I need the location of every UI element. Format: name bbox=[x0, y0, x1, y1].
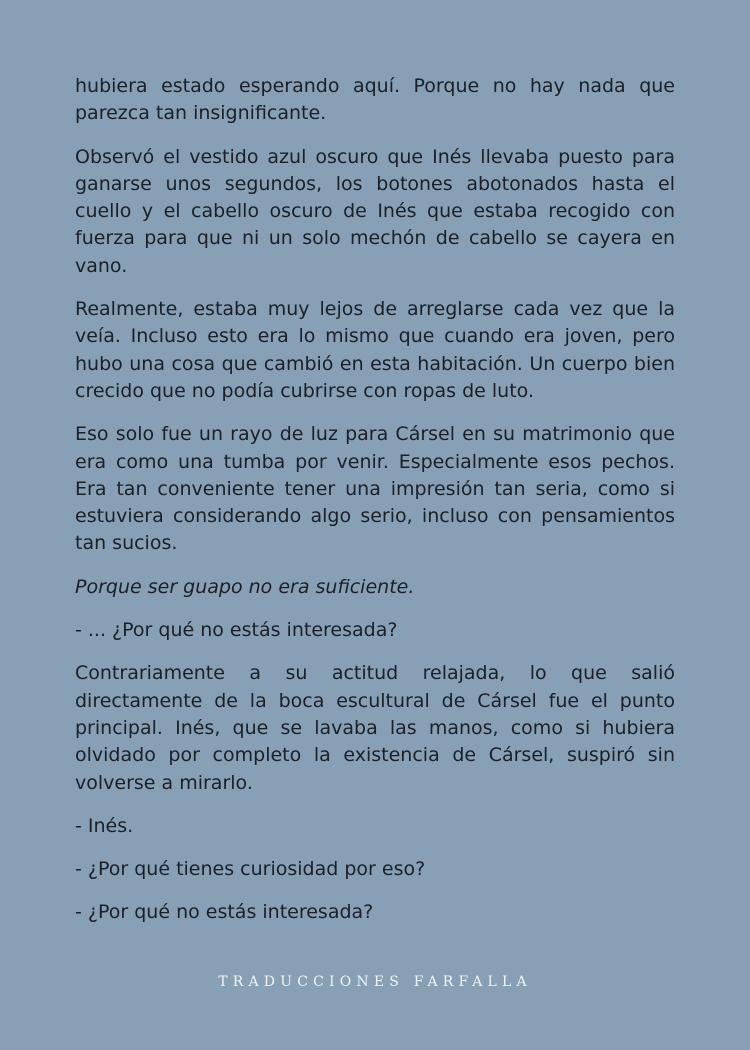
paragraph-4: Eso solo fue un rayo de luz para Cársel en su matrimonio que era como una tumba por venir. Especialmente esos pechos. Era tan conveniente tener una impresión tan seria, como si estuviera considerando algo serio, incluso con pensamientos tan sucios. bbox=[75, 423, 675, 555]
paragraph-3: Realmente, estaba muy lejos de arreglarse cada vez que la veía. Incluso esto era lo mismo que cuando era joven, pero hubo una cosa que cambió en esta habitación. Un cuerpo bien crecido que no podía cubrirse con ropas de luto. bbox=[75, 298, 675, 402]
dialogue-line-4: - ¿Por qué no estás interesada? bbox=[75, 901, 374, 924]
paragraph-1: hubiera estado esperando aquí. Porque no hay nada que parezca tan insignificante. bbox=[75, 75, 675, 125]
paragraph-5-italic: Porque ser guapo no era suficiente. bbox=[75, 575, 415, 598]
dialogue-line-3: - ¿Por qué tienes curiosidad por eso? bbox=[75, 858, 426, 881]
dialogue-line-2: - Inés. bbox=[75, 814, 134, 837]
document-body bbox=[75, 73, 675, 943]
paragraph-2: Observó el vestido azul oscuro que Inés llevaba puesto para ganarse unos segundos, los botones abotonados hasta el cuello y el cabello oscuro de Inés que estaba recogido con fuerza para que ni un solo mechón de cabello se cayera en vano. bbox=[75, 145, 675, 277]
paragraph-7: Contrariamente a su actitud relajada, lo que salió directamente de la boca escultural de Cársel fue el punto principal. Inés, que se lavaba las manos, como si hubiera olvidado por completo la existencia de Cársel, suspiró sin volverse a mirarlo. bbox=[75, 662, 675, 794]
footer-credit: TRADUCCIONES FARFALLA bbox=[218, 974, 532, 990]
dialogue-line-1: - ... ¿Por qué no estás interesada? bbox=[75, 619, 398, 642]
